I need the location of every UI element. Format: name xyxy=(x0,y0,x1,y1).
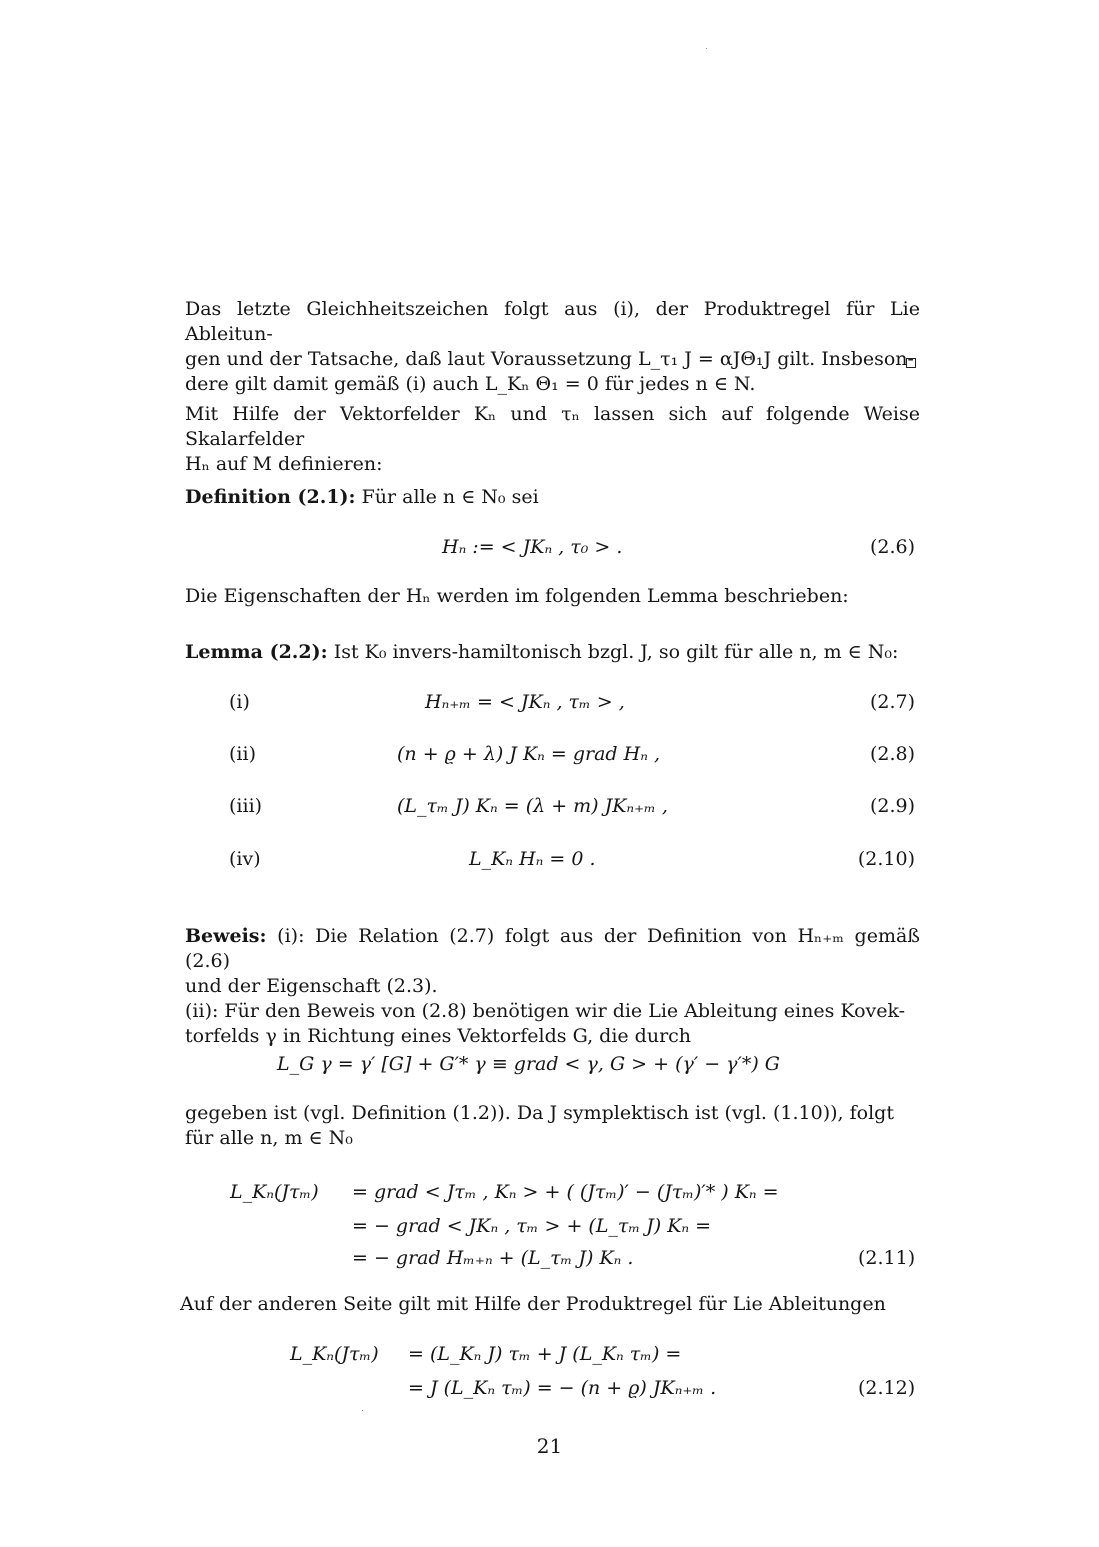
lemma-item-iii xyxy=(185,792,915,820)
scan-speck xyxy=(362,1410,363,1411)
proof-heading: Beweis: xyxy=(185,925,267,947)
lie-derivative-formula: L_G γ = γ′ [G] + G′* γ ≡ grad < γ, G > + (γ′ − γ′*) G xyxy=(277,1053,780,1075)
definition-text: Für alle n ∈ N₀ sei xyxy=(361,486,539,508)
lemma-item-ii xyxy=(185,740,915,768)
paragraph-1-line-3: dere gilt damit gemäß (i) auch L_Kₙ Θ₁ = 0 für jedes n ∈ N. xyxy=(185,373,756,395)
paragraph-1 xyxy=(185,297,920,397)
equation-2-12-row-2: = J (L_Kₙ τₘ) = − (n + ϱ) JKₙ₊ₘ . xyxy=(408,1377,717,1399)
lemma-item-number: (2.7) xyxy=(869,691,915,713)
lemma-2-2 xyxy=(185,640,920,665)
definition-heading: Definition (2.1): xyxy=(185,486,356,508)
lemma-item-number: (2.9) xyxy=(869,795,915,817)
lemma-item-formula: L_Kₙ Hₙ = 0 . xyxy=(469,848,596,870)
equation-2-12-number: (2.12) xyxy=(858,1377,916,1399)
paragraph-2-line-1: Mit Hilfe der Vektorfelder Kₙ und τₙ lassen sich auf folgende Weise Skalarfelder xyxy=(185,403,920,450)
proof-paragraph xyxy=(185,924,920,1049)
lemma-item-formula: Hₙ₊ₘ = < JKₙ , τₘ > , xyxy=(425,691,625,713)
equation-2-11-row-1: = grad < Jτₘ , Kₙ > + ( (Jτₘ)′ − (Jτₘ)′* ) Kₙ = xyxy=(352,1181,779,1203)
equation-2-12-lhs: L_Kₙ(Jτₘ) xyxy=(290,1343,379,1365)
lemma-item-formula: (n + ϱ + λ) J Kₙ = grad Hₙ , xyxy=(397,743,660,765)
definition-2-1 xyxy=(185,485,920,510)
equation-2-6 xyxy=(185,533,915,561)
lemma-item-iv xyxy=(185,845,915,873)
equation-2-12-row-1: = (L_Kₙ J) τₘ + J (L_Kₙ τₘ) = xyxy=(408,1343,682,1365)
paragraph-4-line-2: für alle n, m ∈ N₀ xyxy=(185,1127,353,1149)
equation-2-11-row-2: = − grad < JKₙ , τₘ > + (L_τₘ J) Kₙ = xyxy=(352,1215,712,1237)
lemma-item-i xyxy=(185,688,915,716)
equation-2-11-number: (2.11) xyxy=(858,1247,916,1269)
lemma-heading: Lemma (2.2): xyxy=(185,641,328,663)
paragraph-4-line-1: gegeben ist (vgl. Definition (1.2)). Da J symplektisch ist (vgl. (1.10)), folgt xyxy=(185,1102,894,1124)
paragraph-1-line-1: Das letzte Gleichheitszeichen folgt aus (i), der Produktregel für Lie Ableitun- xyxy=(185,298,920,345)
lie-derivative-equation xyxy=(185,1050,915,1078)
paragraph-2 xyxy=(185,402,920,477)
lemma-item-label: (ii) xyxy=(229,743,256,765)
proof-line-2: und der Eigenschaft (2.3). xyxy=(185,975,438,997)
proof-line-1 xyxy=(185,924,920,974)
scan-speck xyxy=(706,48,707,49)
page-number: 21 xyxy=(536,1434,563,1458)
qed-square-icon xyxy=(906,358,916,368)
paragraph-3: Die Eigenschaften der Hₙ werden im folgenden Lemma beschrieben: xyxy=(185,585,849,607)
lemma-item-label: (iii) xyxy=(229,795,263,817)
lemma-item-label: (i) xyxy=(229,691,250,713)
paragraph-2-line-2: Hₙ auf M definieren: xyxy=(185,453,383,475)
equation-2-11-row-3: = − grad Hₘ₊ₙ + (L_τₘ J) Kₙ . xyxy=(352,1247,634,1269)
lemma-text: Ist K₀ invers-hamiltonisch bzgl. J, so gilt für alle n, m ∈ N₀: xyxy=(333,641,899,663)
lemma-item-number: (2.8) xyxy=(869,743,915,765)
lemma-item-number: (2.10) xyxy=(857,848,915,870)
equation-2-6-number: (2.6) xyxy=(869,536,915,558)
lemma-item-label: (iv) xyxy=(229,848,261,870)
proof-text-1: (i): Die Relation (2.7) folgt aus der Definition von Hₙ₊ₘ gemäß (2.6) xyxy=(185,925,920,972)
paragraph-1-line-2: gen und der Tatsache, daß laut Voraussetzung L_τ₁ J = αJΘ₁J gilt. Insbeson- xyxy=(185,348,914,370)
equation-2-6-formula: Hₙ := < JKₙ , τ₀ > . xyxy=(442,536,623,558)
proof-line-3: (ii): Für den Beweis von (2.8) benötigen wir die Lie Ableitung eines Kovek- xyxy=(185,1000,906,1022)
equation-2-11-lhs: L_Kₙ(Jτₘ) xyxy=(230,1181,319,1203)
paragraph-5: Auf der anderen Seite gilt mit Hilfe der Produktregel für Lie Ableitungen xyxy=(180,1293,886,1315)
proof-line-4: torfelds γ in Richtung eines Vektorfelds G, die durch xyxy=(185,1025,692,1047)
lemma-item-formula: (L_τₘ J) Kₙ = (λ + m) JKₙ₊ₘ , xyxy=(397,795,668,817)
paragraph-4 xyxy=(185,1101,920,1151)
